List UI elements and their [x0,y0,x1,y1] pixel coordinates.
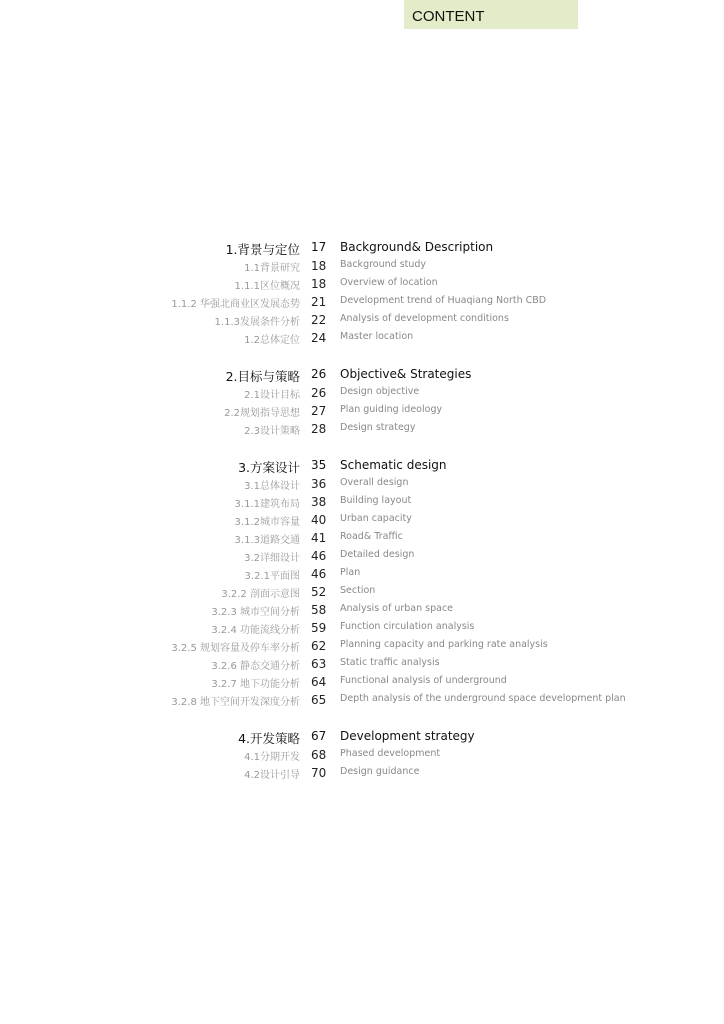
content-title: CONTENT [412,8,485,25]
toc-page-number: 58 [311,603,327,617]
toc-page-number: 67 [311,729,327,743]
toc-chinese-title: 3.2.7 地下功能分析 [211,679,300,690]
toc-section-heading[interactable] [0,729,724,748]
toc-chinese-title: 3.1.3道路交通 [234,535,300,546]
toc-page-number: 59 [311,621,327,635]
toc-page-number: 52 [311,585,327,599]
toc-chinese-title: 1.1.1区位概况 [234,281,300,292]
toc-entry[interactable] [0,295,724,313]
toc-page-number: 18 [311,277,327,291]
table-of-contents [0,240,724,802]
toc-chinese-title: 3.2详细设计 [244,553,300,564]
toc-entry[interactable] [0,675,724,693]
toc-entry[interactable] [0,567,724,585]
toc-english-title: Analysis of development conditions [340,313,509,324]
toc-chinese-title: 4.1分期开发 [244,752,300,763]
toc-page-number: 22 [311,313,327,327]
toc-english-title: Function circulation analysis [340,621,475,632]
toc-section-heading[interactable] [0,367,724,386]
toc-entry[interactable] [0,657,724,675]
toc-page-number: 18 [311,259,327,273]
toc-entry[interactable] [0,259,724,277]
toc-section [0,367,724,440]
toc-english-title: Design strategy [340,422,416,433]
toc-entry[interactable] [0,477,724,495]
toc-chinese-title: 3.2.6 静态交通分析 [211,661,300,672]
toc-english-title: Master location [340,331,414,342]
toc-english-title: Schematic design [340,458,447,472]
toc-section [0,458,724,711]
toc-chinese-title: 3.1.1建筑布局 [234,499,300,510]
toc-english-title: Overall design [340,477,409,488]
toc-english-title: Urban capacity [340,513,412,524]
toc-chinese-title: 1.2总体定位 [244,335,300,346]
toc-english-title: Development strategy [340,729,475,743]
toc-chinese-title: 3.2.2 剖面示意图 [221,589,300,600]
toc-page-number: 28 [311,422,327,436]
toc-chinese-title: 4.2设计引导 [244,770,300,781]
toc-chinese-title: 3.1.2城市容量 [234,517,300,528]
toc-entry[interactable] [0,621,724,639]
toc-english-title: Background study [340,259,427,270]
toc-chinese-title: 2.3设计策略 [244,426,300,437]
toc-entry[interactable] [0,422,724,440]
toc-entry[interactable] [0,495,724,513]
toc-chinese-title: 1.1.2 华强北商业区发展态势 [171,299,300,310]
toc-page-number: 17 [311,240,327,254]
toc-english-title: Section [340,585,376,596]
toc-chinese-title: 1.背景与定位 [225,242,300,257]
toc-page-number: 68 [311,748,327,762]
toc-english-title: Road& Traffic [340,531,403,542]
toc-english-title: Background& Description [340,240,494,254]
toc-chinese-title: 3.2.8 地下空间开发深度分析 [171,697,300,708]
toc-chinese-title: 4.开发策略 [238,731,300,746]
toc-chinese-title: 3.方案设计 [238,460,300,475]
toc-entry[interactable] [0,639,724,657]
toc-entry[interactable] [0,404,724,422]
toc-english-title: Analysis of urban space [340,603,454,614]
toc-chinese-title: 3.2.4 功能流线分析 [211,625,300,636]
toc-chinese-title: 2.1设计目标 [244,390,300,401]
toc-page-number: 41 [311,531,327,545]
toc-section [0,729,724,784]
toc-page-number: 64 [311,675,327,689]
content-header [404,0,578,29]
toc-entry[interactable] [0,766,724,784]
toc-page-number: 65 [311,693,327,707]
toc-english-title: Detailed design [340,549,415,560]
toc-chinese-title: 3.2.3 城市空间分析 [211,607,300,618]
toc-page-number: 24 [311,331,327,345]
toc-chinese-title: 1.1.3发展条件分析 [214,317,300,328]
toc-english-title: Development trend of Huaqiang North CBD [340,295,547,306]
toc-chinese-title: 2.2规划指导思想 [224,408,300,419]
toc-english-title: Building layout [340,495,412,506]
toc-entry[interactable] [0,748,724,766]
toc-english-title: Design objective [340,386,420,397]
toc-page-number: 62 [311,639,327,653]
toc-section-heading[interactable] [0,458,724,477]
toc-page-number: 26 [311,386,327,400]
toc-chinese-title: 3.2.1平面图 [244,571,300,582]
toc-section-heading[interactable] [0,240,724,259]
toc-entry[interactable] [0,531,724,549]
toc-entry[interactable] [0,603,724,621]
toc-entry[interactable] [0,513,724,531]
toc-english-title: Plan guiding ideology [340,404,443,415]
toc-page-number: 38 [311,495,327,509]
toc-page-number: 46 [311,567,327,581]
toc-entry[interactable] [0,331,724,349]
toc-page-number: 40 [311,513,327,527]
toc-page-number: 63 [311,657,327,671]
toc-entry[interactable] [0,313,724,331]
toc-section [0,240,724,349]
toc-page-number: 70 [311,766,327,780]
toc-english-title: Functional analysis of underground [340,675,507,686]
toc-english-title: Design guidance [340,766,420,777]
toc-page-number: 26 [311,367,327,381]
toc-chinese-title: 2.目标与策略 [225,369,300,384]
toc-page-number: 46 [311,549,327,563]
toc-english-title: Planning capacity and parking rate analysis [340,639,548,650]
toc-entry[interactable] [0,386,724,404]
toc-entry[interactable] [0,693,724,711]
toc-page-number: 27 [311,404,327,418]
toc-english-title: Depth analysis of the underground space development plan [340,693,626,704]
toc-english-title: Phased development [340,748,441,759]
toc-chinese-title: 1.1背景研究 [244,263,300,274]
toc-english-title: Plan [340,567,361,578]
toc-page-number: 36 [311,477,327,491]
toc-english-title: Objective& Strategies [340,367,472,381]
toc-entry[interactable] [0,585,724,603]
toc-page-number: 35 [311,458,327,472]
toc-english-title: Static traffic analysis [340,657,440,668]
toc-english-title: Overview of location [340,277,438,288]
toc-entry[interactable] [0,549,724,567]
toc-chinese-title: 3.2.5 规划容量及停车率分析 [171,643,300,654]
toc-entry[interactable] [0,277,724,295]
toc-page-number: 21 [311,295,327,309]
toc-chinese-title: 3.1总体设计 [244,481,300,492]
